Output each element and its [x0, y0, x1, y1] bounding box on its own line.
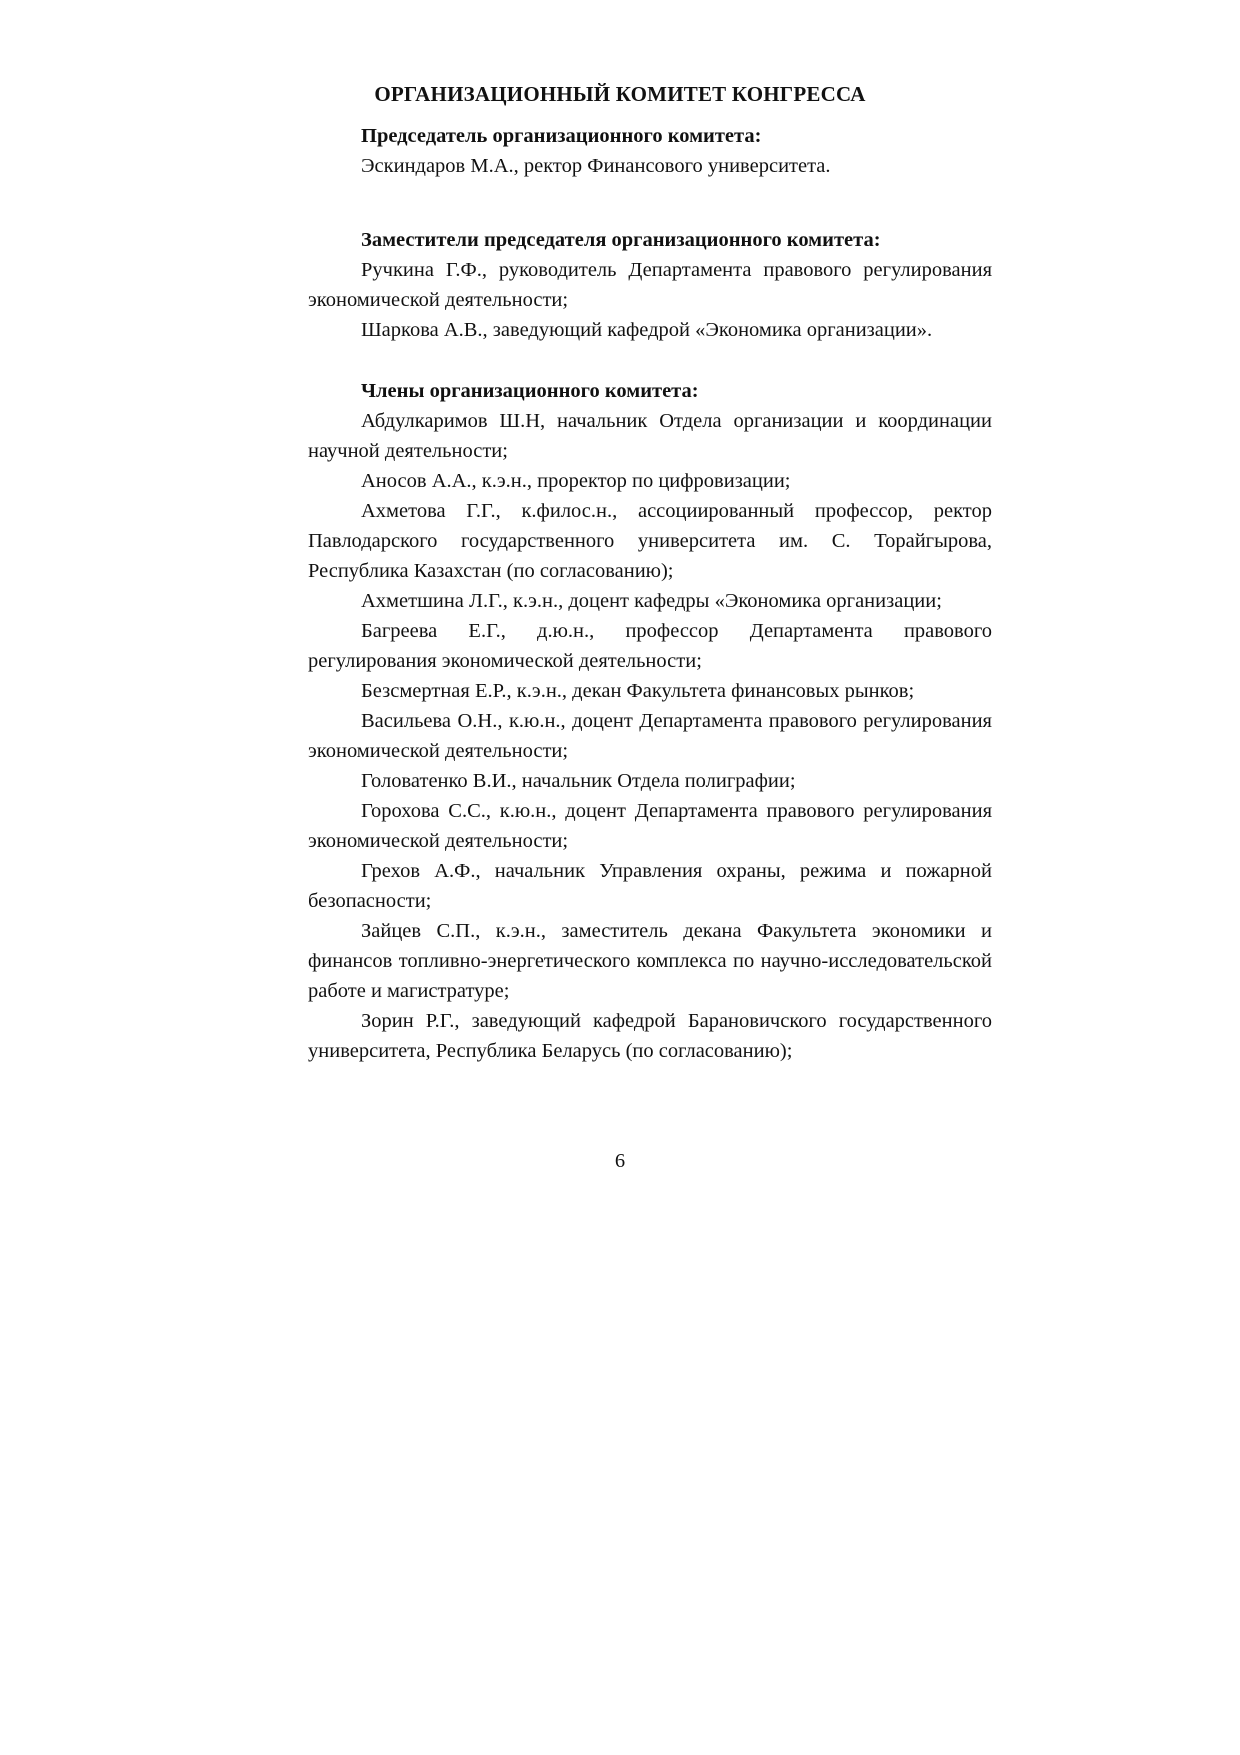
chair-heading: Председатель организационного комитета: [361, 125, 762, 147]
deputy-entry: Шаркова А.В., заведующий кафедрой «Экономика организации». [361, 319, 933, 341]
member-entry: Васильева О.Н., к.ю.н., доцент Департамента правового регулирования экономической деятельности; [308, 710, 992, 762]
member-entry: Грехов А.Ф., начальник Управления охраны, режима и пожарной безопасности; [308, 860, 992, 912]
member-entry: Ахметова Г.Г., к.филос.н., ассоциированный профессор, ректор Павлодарского государственного университета им. С. Торайгырова, Республика Казахстан (по согласованию); [308, 500, 992, 582]
member-entry: Безсмертная Е.Р., к.э.н., декан Факультета финансовых рынков; [361, 680, 915, 702]
members-heading: Члены организационного комитета: [361, 380, 699, 402]
member-entry: Абдулкаримов Ш.Н, начальник Отдела организации и координации научной деятельности; [308, 410, 992, 462]
deputies-section [308, 225, 992, 345]
member-entry: Аносов А.А., к.э.н., проректор по цифровизации; [361, 470, 791, 492]
deputy-entry: Ручкина Г.Ф., руководитель Департамента правового регулирования экономической деятельности; [308, 259, 992, 311]
chair-entry: Эскиндаров М.А., ректор Финансового университета. [361, 155, 831, 177]
page-title: ОРГАНИЗАЦИОННЫЙ КОМИТЕТ КОНГРЕССА [374, 82, 866, 106]
member-entry: Зайцев С.П., к.э.н., заместитель декана Факультета экономики и финансов топливно-энергетического комплекса по научно-исследовательской работе и магистратуре; [308, 920, 992, 1002]
member-entry: Головатенко В.И., начальник Отдела полиграфии; [361, 770, 796, 792]
chair-section [308, 121, 992, 181]
page-number: 6 [614, 1150, 626, 1172]
members-section [308, 376, 992, 1066]
member-entry: Горохова С.С., к.ю.н., доцент Департамента правового регулирования экономической деятельности; [308, 800, 992, 852]
member-entry: Ахметшина Л.Г., к.э.н., доцент кафедры «Экономика организации; [361, 590, 942, 612]
member-entry: Багреева Е.Г., д.ю.н., профессор Департамента правового регулирования экономической деятельности; [308, 620, 992, 672]
member-entry: Зорин Р.Г., заведующий кафедрой Барановичского государственного университета, Республика Беларусь (по согласованию); [308, 1010, 992, 1062]
deputies-heading: Заместители председателя организационного комитета: [361, 229, 881, 251]
